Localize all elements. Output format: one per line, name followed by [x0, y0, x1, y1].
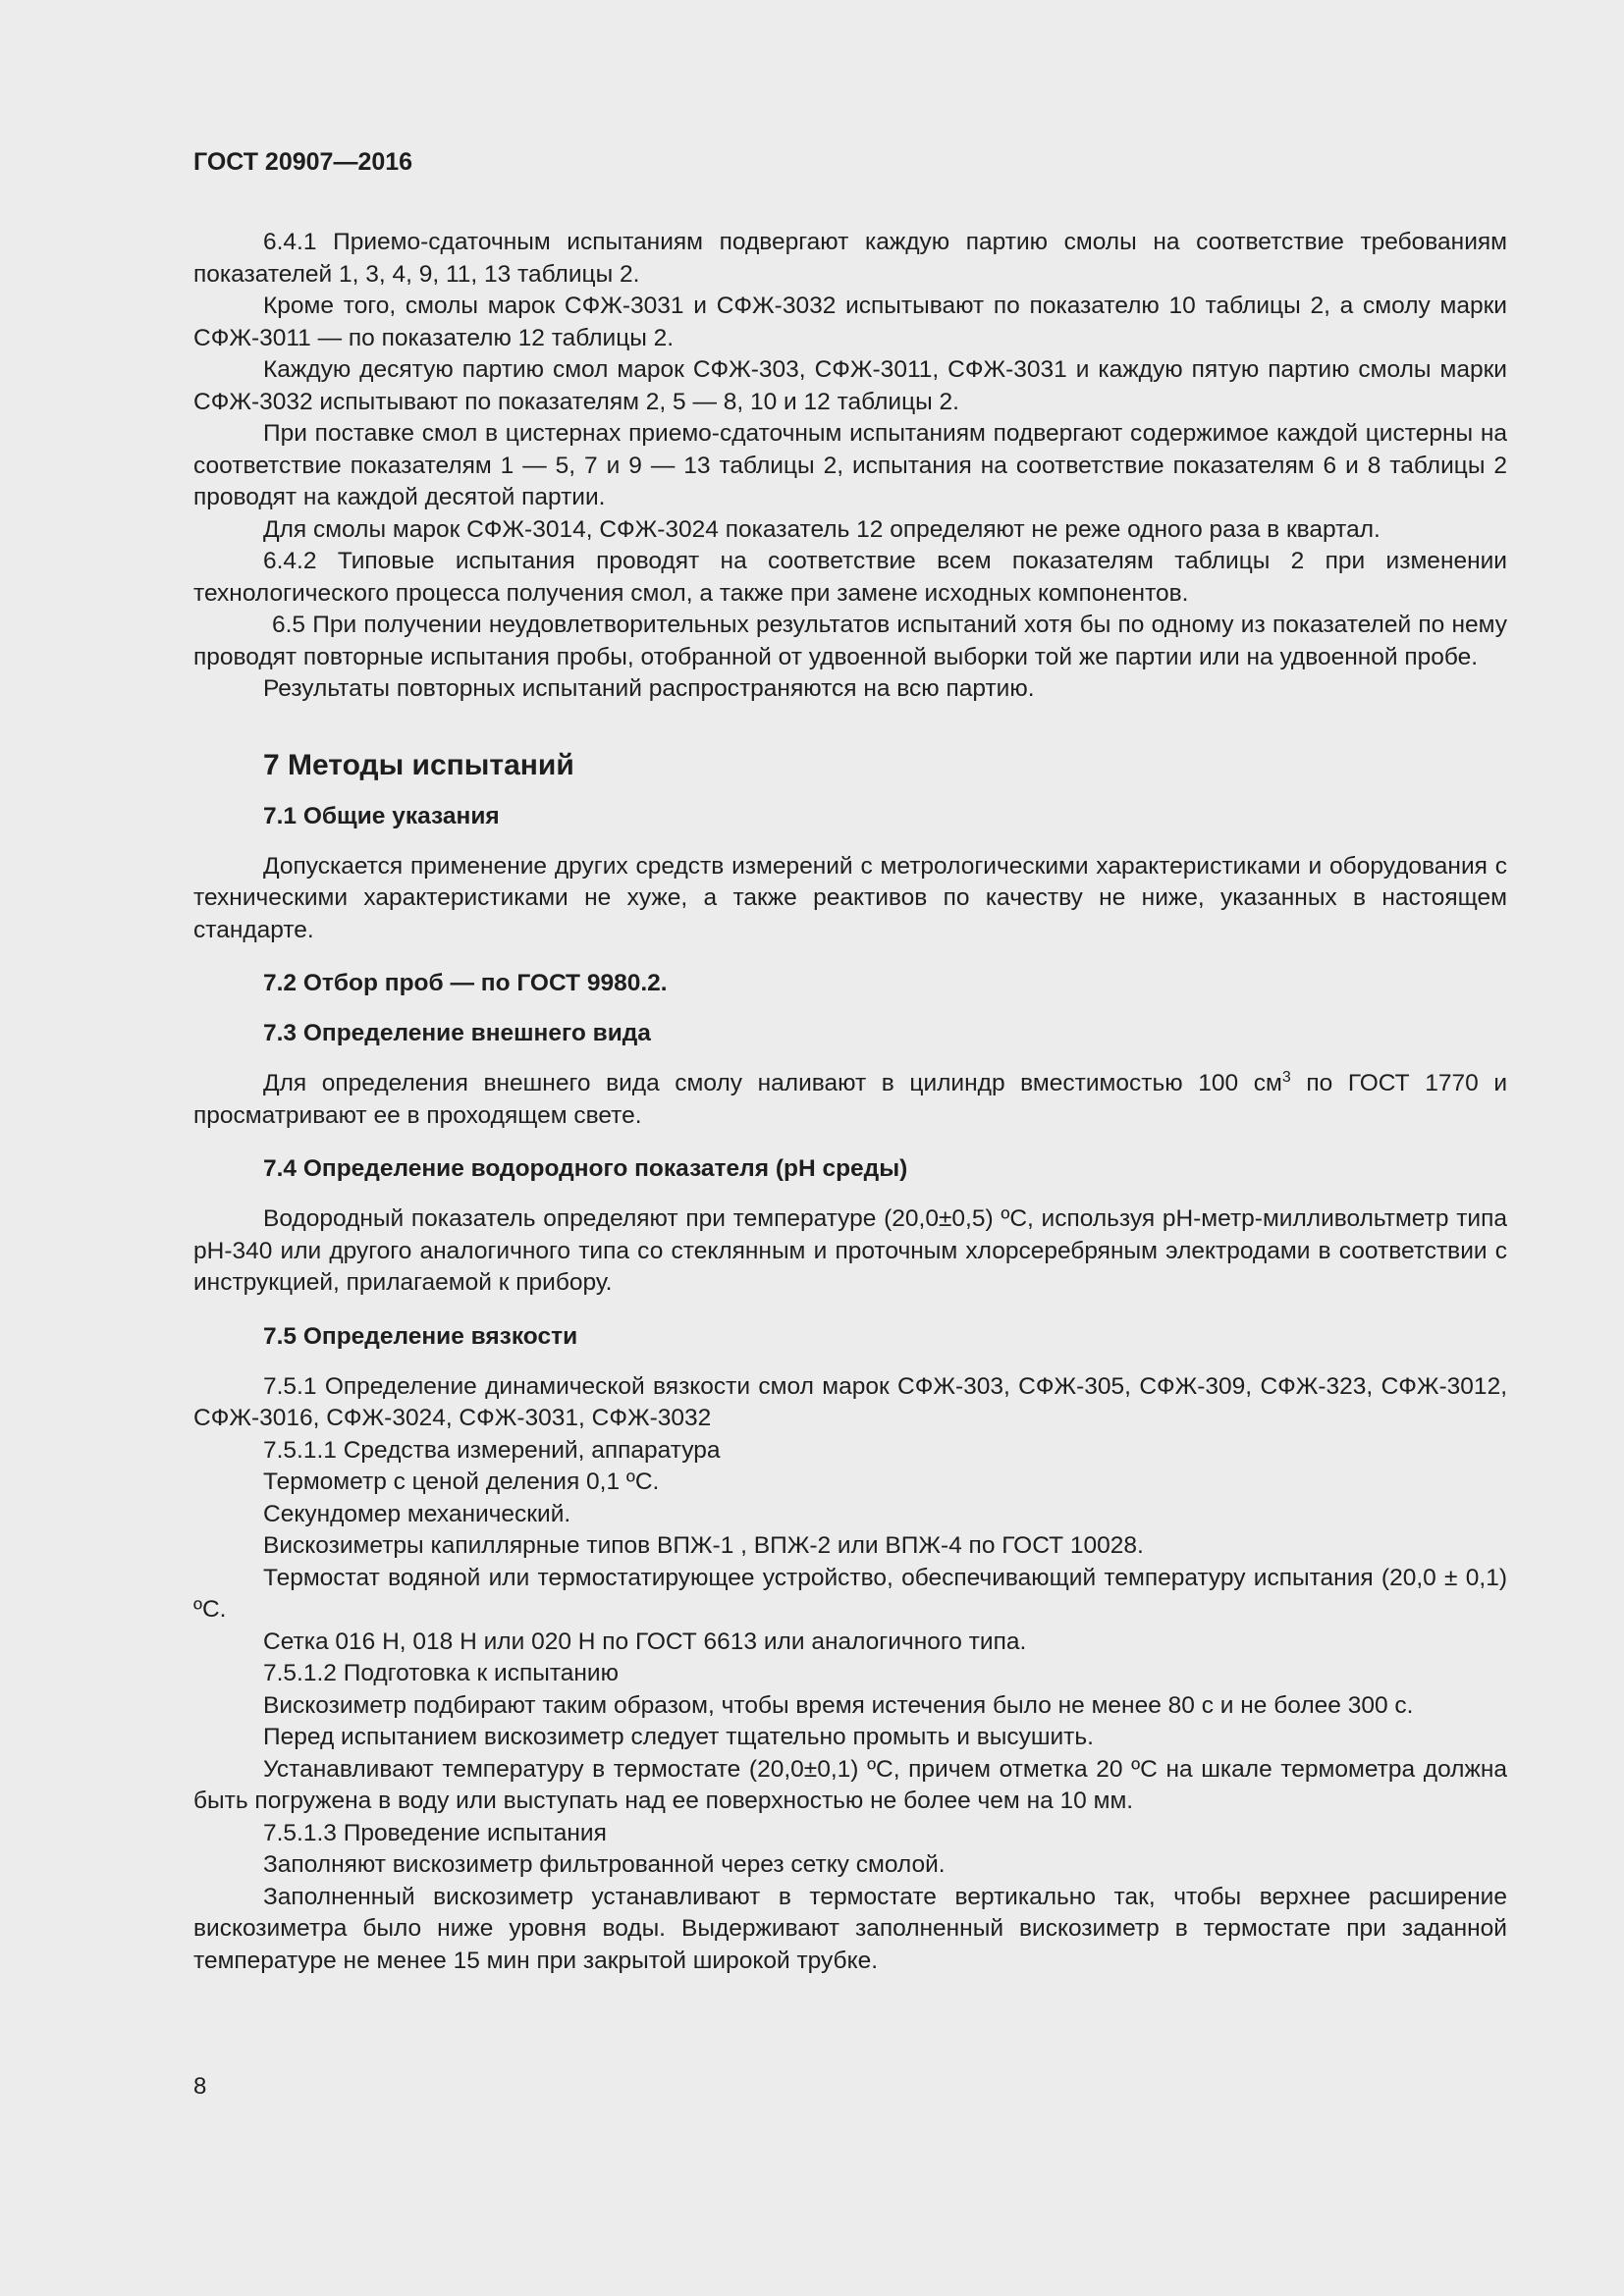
section-7-1-title: 7.1 Общие указания	[263, 802, 500, 829]
section-7-4-title: 7.4 Определение водородного показателя (pH среды)	[263, 1155, 908, 1182]
paragraph-viscometer-selection: Вискозиметр подбирают таким образом, чтобы время истечения было не менее 80 с и не более 300 с.	[263, 1691, 1414, 1719]
paragraph-install-viscometer: Заполненный вискозиметр устанавливают в термостате вертикально так, чтобы верхнее расширение вискозиметра было ниже уровня воды. Выдерживают заполненный вискозиметр в термостате при заданной температуре не менее 15 мин при закрытой широкой трубке.	[193, 1883, 1507, 1974]
paragraph-6-5: 6.5 При получении неудовлетворительных результатов испытаний хотя бы по одному из показателей по нему проводят повторные испытания пробы, отобранной от удвоенной выборки той же партии или на удвоенной пробе.	[193, 612, 1507, 670]
paragraph-stopwatch: Секундомер механический.	[263, 1500, 571, 1527]
paragraph-quarterly: Для смолы марок СФЖ-3014, СФЖ-3024 показатель 12 определяют не реже одного раза в квартал.	[263, 515, 1380, 543]
paragraph-7-3	[193, 1068, 1507, 1132]
paragraph-thermostat: Термостат водяной или термостатирующее устройство, обеспечивающий температуру испытания (20,0 ± 0,1) ºС.	[193, 1564, 1507, 1623]
paragraph-tank-delivery: При поставке смол в цистернах приемо-сдаточным испытаниям подвергают содержимое каждой цистерны на соответствие показателям 1 — 5, 7 и 9 — 13 таблицы 2, испытания на соответствие показателям 6 и 8 таблицы 2 проводят на каждой десятой партии.	[193, 420, 1507, 510]
section-7-3-title: 7.3 Определение внешнего вида	[263, 1020, 651, 1046]
paragraph-7-3-part-b: по ГОСТ 1770 и просматривают ее в проходящем свете.	[193, 1070, 1508, 1129]
superscript-cube: 3	[1281, 1069, 1291, 1086]
document-code: ГОСТ 20907—2016	[193, 148, 413, 176]
paragraph-7-5-1-1: 7.5.1.1 Средства измерений, аппаратура	[263, 1436, 721, 1464]
paragraph-repeat-results: Результаты повторных испытаний распространяются на всю партию.	[263, 675, 1035, 702]
paragraph-7-5-1-3: 7.5.1.3 Проведение испытания	[263, 1819, 607, 1846]
paragraph-7-5-1-2: 7.5.1.2 Подготовка к испытанию	[263, 1660, 619, 1686]
paragraph-fill-viscometer: Заполняют вискозиметр фильтрованной через сетку смолой.	[263, 1851, 946, 1878]
paragraph-thermometer: Термометр с ценой деления 0,1 ºС.	[263, 1468, 660, 1495]
section-7-2-title: 7.2 Отбор проб — по ГОСТ 9980.2.	[263, 970, 668, 996]
section-7-title: 7 Методы испытаний	[263, 748, 574, 781]
page-number: 8	[193, 2073, 207, 2100]
paragraph-tenth-batch: Каждую десятую партию смол марок СФЖ-303, СФЖ-3011, СФЖ-3031 и каждую пятую партию смолы марки СФЖ-3032 испытывают по показателям 2, 5 — 8, 10 и 12 таблицы 2.	[193, 356, 1507, 415]
paragraph-viscometers: Вискозиметры капиллярные типов ВПЖ-1 , ВПЖ-2 или ВПЖ-4 по ГОСТ 10028.	[263, 1532, 1144, 1559]
paragraph-mesh: Сетка 016 Н, 018 Н или 020 Н по ГОСТ 6613 или аналогичного типа.	[263, 1628, 1027, 1655]
paragraph-wash-dry: Перед испытанием вискозиметр следует тщательно промыть и высушить.	[263, 1724, 1094, 1750]
paragraph-6-4-2: 6.4.2 Типовые испытания проводят на соответствие всем показателям таблицы 2 при изменении технологического процесса получения смол, а также при замене исходных компонентов.	[193, 548, 1507, 607]
paragraph-additional-tests: Кроме того, смолы марок СФЖ-3031 и СФЖ-3032 испытывают по показателю 10 таблицы 2, а смолу марки СФЖ-3011 — по показателю 12 таблицы 2.	[193, 293, 1507, 351]
paragraph-set-temperature: Устанавливают температуру в термостате (20,0±0,1) ºС, причем отметка 20 ºС на шкале термометра должна быть погружена в воду или выступать над ее поверхностью не более чем на 10 мм.	[193, 1755, 1507, 1814]
paragraph-7-4: Водородный показатель определяют при температуре (20,0±0,5) ºС, используя pH-метр-милливольтметр типа pH-340 или другого аналогичного типа со стеклянным и проточным хлорсеребряным электродами в соответствии с инструкцией, прилагаемой к прибору.	[193, 1205, 1507, 1296]
paragraph-7-3-part-a: Для определения внешнего вида смолу наливают в цилиндр вместимостью 100 см	[263, 1070, 1282, 1096]
paragraph-7-1: Допускается применение других средств измерений с метрологическими характеристиками и оборудования с техническими характеристиками не хуже, а также реактивов по качеству не ниже, указанных в настоящем стандарте.	[193, 852, 1507, 943]
section-7-5-title: 7.5 Определение вязкости	[263, 1322, 578, 1350]
paragraph-7-5-1: 7.5.1 Определение динамической вязкости смол марок СФЖ-303, СФЖ-305, СФЖ-309, СФЖ-323, СФЖ-3012, СФЖ-3016, СФЖ-3024, СФЖ-3031, СФЖ-3032	[193, 1372, 1507, 1431]
paragraph-6-4-1: 6.4.1 Приемо-сдаточным испытаниям подвергают каждую партию смолы на соответствие требованиям показателей 1, 3, 4, 9, 11, 13 таблицы 2.	[193, 229, 1507, 288]
document-page	[193, 147, 1507, 1977]
